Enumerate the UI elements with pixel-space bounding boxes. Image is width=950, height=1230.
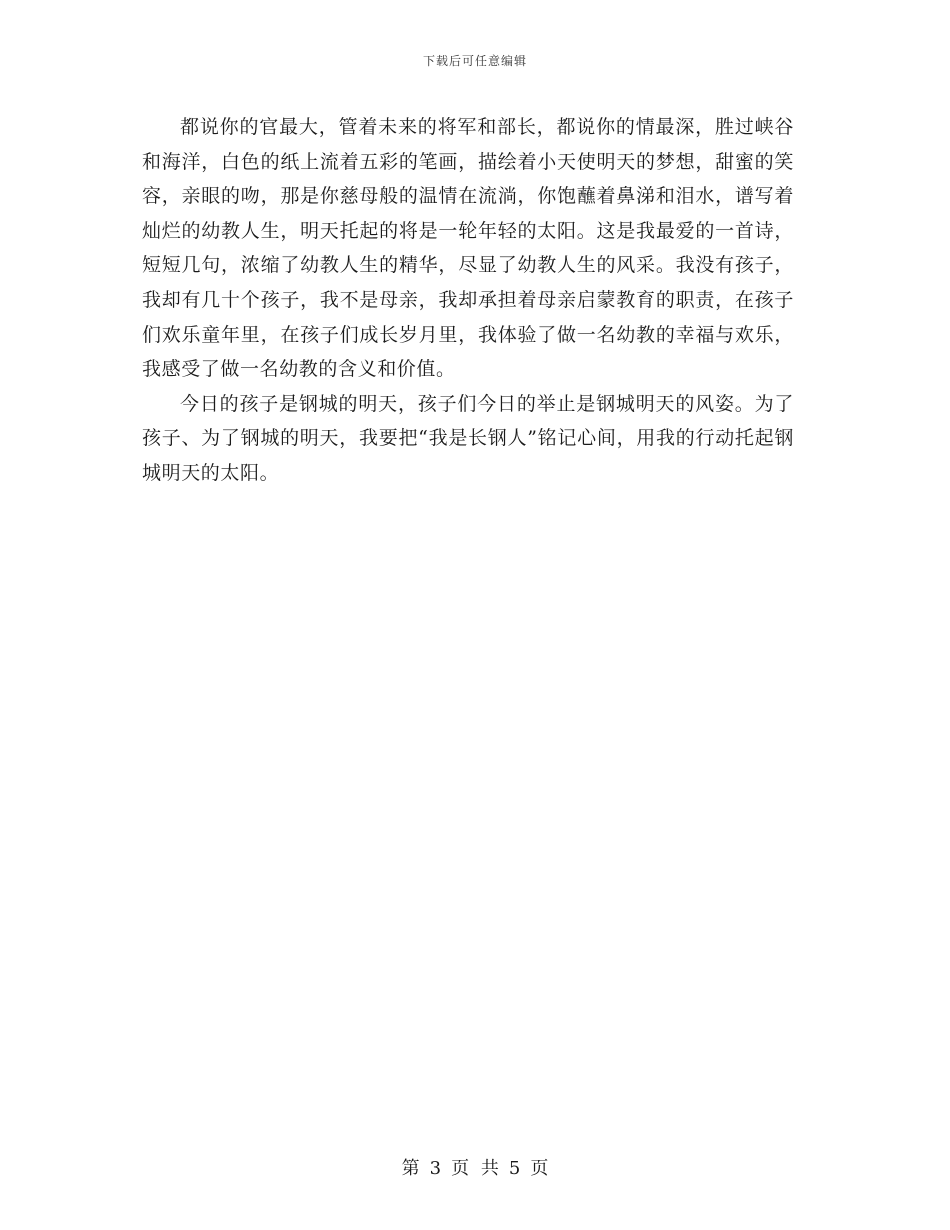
footer-middle: 页 共 xyxy=(451,1158,499,1179)
page-header-note: 下载后可任意编辑 xyxy=(422,54,527,68)
page-number-footer xyxy=(0,1154,950,1180)
footer-prefix: 第 xyxy=(401,1158,420,1179)
paragraph: 今日的孩子是钢城的明天，孩子们今日的举止是钢城明天的风姿。为了孩子、为了钢城的明天，我要把“我是长钢人”铭记心间，用我的行动托起钢城明天的太阳。 xyxy=(142,392,794,484)
document-body xyxy=(142,110,794,491)
total-pages-number: 5 xyxy=(508,1158,521,1179)
paragraph: 都说你的官最大，管着未来的将军和部长，都说你的情最深，胜过峡谷和海洋，白色的纸上流着五彩的笔画，描绘着小天使明天的梦想，甜蜜的笑容，亲眼的吻，那是你慈母般的温情在流淌，你饱蘸着鼻涕和泪水，谱写着灿烂的幼教人生，明天托起的将是一轮年轻的太阳。这是我最爱的一首诗，短短几句，浓缩了幼教人生的精华，尽显了幼教人生的风采。我没有孩子，我却有几十个孩子，我不是母亲，我却承担着母亲启蒙教育的职责，在孩子们欢乐童年里，在孩子们成长岁月里，我体验了做一名幼教的幸福与欢乐，我感受了做一名幼教的含义和价值。 xyxy=(142,116,794,381)
current-page-number: 3 xyxy=(429,1158,442,1179)
footer-suffix: 页 xyxy=(530,1158,549,1179)
